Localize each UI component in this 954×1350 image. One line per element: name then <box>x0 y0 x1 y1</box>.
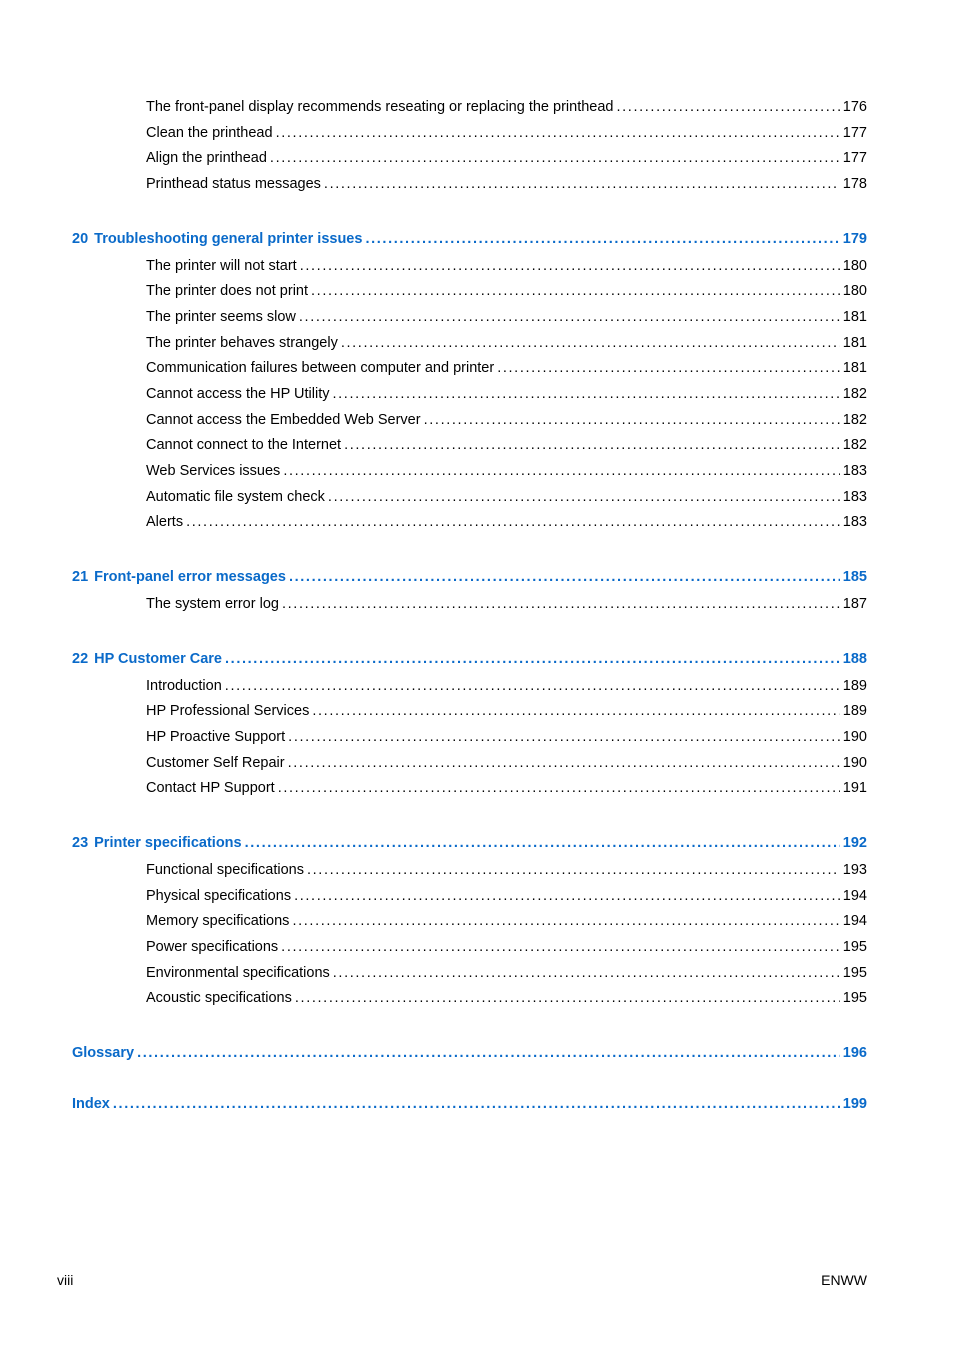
dot-leader <box>333 962 840 984</box>
entry-title: Environmental specifications <box>146 965 330 981</box>
toc-entry[interactable] <box>146 936 867 958</box>
page-number-ref: 191 <box>842 780 867 796</box>
dot-leader <box>270 147 840 169</box>
dot-leader <box>288 726 840 748</box>
chapter-number: 23 <box>72 835 89 851</box>
entry-title: Cannot connect to the Internet <box>146 437 342 453</box>
page-number-ref: 189 <box>842 678 867 694</box>
dot-leader <box>328 486 840 508</box>
entry-title: Contact HP Support <box>146 780 275 796</box>
toc-entry[interactable] <box>146 593 867 615</box>
dot-leader <box>225 648 840 670</box>
page-number-ref: 182 <box>842 412 867 428</box>
toc-entry[interactable] <box>146 409 867 431</box>
dot-leader <box>299 306 840 328</box>
entry-title: Customer Self Repair <box>146 755 285 771</box>
page-number-ref: 180 <box>842 283 867 299</box>
toc-entry[interactable] <box>146 122 867 144</box>
dot-leader <box>289 566 840 588</box>
toc-chapter-entry[interactable] <box>72 566 867 588</box>
dot-leader <box>307 859 840 881</box>
toc-chapter-entry[interactable] <box>72 228 867 250</box>
entry-title: The printer will not start <box>146 258 297 274</box>
toc-entry[interactable] <box>146 357 867 379</box>
dot-leader <box>137 1042 840 1064</box>
toc-entry[interactable] <box>146 486 867 508</box>
entry-title: Cannot access the HP Utility <box>146 386 330 402</box>
toc-entry[interactable] <box>146 752 867 774</box>
entry-title: The system error log <box>146 596 279 612</box>
toc-entry[interactable] <box>146 280 867 302</box>
entry-title: The printer does not print <box>146 283 309 299</box>
toc-entry[interactable] <box>146 777 867 799</box>
dot-leader <box>281 936 840 958</box>
toc-entry[interactable] <box>146 700 867 722</box>
entry-title: Introduction <box>146 678 222 694</box>
entry-title: HP Professional Services <box>146 703 310 719</box>
toc-entry[interactable] <box>146 962 867 984</box>
chapter-number: 20 <box>72 231 89 247</box>
toc-entry[interactable] <box>146 675 867 697</box>
page-number-ref: 189 <box>842 703 867 719</box>
chapter-number: 21 <box>72 569 89 585</box>
dot-leader <box>365 228 839 250</box>
page-number-ref: 181 <box>842 309 867 325</box>
entry-title: Cannot access the Embedded Web Server <box>146 412 421 428</box>
page-number-ref: 196 <box>842 1045 867 1061</box>
dot-leader <box>311 280 840 302</box>
dot-leader <box>344 434 840 456</box>
page-number-ref: 199 <box>842 1096 867 1112</box>
page-number-ref: 179 <box>842 231 867 247</box>
document-code: ENWW <box>821 1272 867 1288</box>
toc-chapter-entry[interactable] <box>72 648 867 670</box>
entry-title: Automatic file system check <box>146 489 325 505</box>
toc-entry[interactable] <box>146 306 867 328</box>
dot-leader <box>245 832 840 854</box>
toc-entry[interactable] <box>146 332 867 354</box>
page-number-ref: 195 <box>842 965 867 981</box>
entry-title: Printer specifications <box>94 835 242 851</box>
entry-title: Printhead status messages <box>146 176 321 192</box>
dot-leader <box>186 511 840 533</box>
page-number-ref: 190 <box>842 729 867 745</box>
page-number-ref: 180 <box>842 258 867 274</box>
entry-title: Front-panel error messages <box>94 569 286 585</box>
page-number-ref: 190 <box>842 755 867 771</box>
dot-leader <box>113 1093 840 1115</box>
page-number-ref: 183 <box>842 489 867 505</box>
entry-title: The printer seems slow <box>146 309 296 325</box>
entry-title: Communication failures between computer and printer <box>146 360 495 376</box>
toc-entry[interactable] <box>146 859 867 881</box>
page-number-ref: 182 <box>842 437 867 453</box>
dot-leader <box>312 700 839 722</box>
dot-leader <box>282 593 840 615</box>
entry-title: Acoustic specifications <box>146 990 292 1006</box>
toc-entry[interactable] <box>146 460 867 482</box>
entry-title: Memory specifications <box>146 913 290 929</box>
dot-leader <box>324 173 840 195</box>
page-number-ref: 195 <box>842 939 867 955</box>
page-number-ref: 177 <box>842 150 867 166</box>
dot-leader <box>295 987 840 1009</box>
page-number-ref: 176 <box>842 99 867 115</box>
page-number-ref: 181 <box>842 360 867 376</box>
dot-leader <box>283 460 839 482</box>
entry-title: Clean the printhead <box>146 125 273 141</box>
dot-leader <box>292 910 839 932</box>
toc-entry[interactable] <box>146 383 867 405</box>
dot-leader <box>288 752 840 774</box>
toc-entry[interactable] <box>146 147 867 169</box>
entry-title: Index <box>72 1096 110 1112</box>
dot-leader <box>616 96 839 118</box>
chapter-number: 22 <box>72 651 89 667</box>
entry-title: The front-panel display recommends reseating or replacing the printhead <box>146 99 614 115</box>
entry-title: HP Proactive Support <box>146 729 286 745</box>
toc-entry[interactable] <box>146 434 867 456</box>
page-number-ref: 178 <box>842 176 867 192</box>
page-number-ref: 193 <box>842 862 867 878</box>
dot-leader <box>497 357 840 379</box>
entry-title: Power specifications <box>146 939 279 955</box>
page-number: viii <box>57 1272 74 1288</box>
dot-leader <box>341 332 840 354</box>
dot-leader <box>225 675 840 697</box>
page-number-ref: 182 <box>842 386 867 402</box>
toc-chapter-entry[interactable] <box>72 832 867 854</box>
page-number-ref: 187 <box>842 596 867 612</box>
entry-title: Alerts <box>146 514 184 530</box>
page-number-ref: 183 <box>842 463 867 479</box>
entry-title: Align the printhead <box>146 150 267 166</box>
toc-entry[interactable] <box>146 511 867 533</box>
page-number-ref: 177 <box>842 125 867 141</box>
entry-title: Physical specifications <box>146 888 292 904</box>
toc-entry[interactable] <box>146 885 867 907</box>
dot-leader <box>424 409 840 431</box>
entry-title: Troubleshooting general printer issues <box>94 231 363 247</box>
page-number-ref: 195 <box>842 990 867 1006</box>
toc-entry[interactable] <box>146 726 867 748</box>
page-number-ref: 194 <box>842 888 867 904</box>
dot-leader <box>276 122 840 144</box>
toc-entry[interactable] <box>146 987 867 1009</box>
dot-leader <box>300 255 840 277</box>
toc-entry[interactable] <box>146 96 867 118</box>
page-number-ref: 183 <box>842 514 867 530</box>
page-number-ref: 188 <box>842 651 867 667</box>
page-number-ref: 192 <box>842 835 867 851</box>
page-number-ref: 181 <box>842 335 867 351</box>
entry-title: The printer behaves strangely <box>146 335 338 351</box>
entry-title: HP Customer Care <box>94 651 222 667</box>
toc-chapter-entry[interactable] <box>72 1093 867 1115</box>
toc-entry[interactable] <box>146 173 867 195</box>
dot-leader <box>332 383 839 405</box>
dot-leader <box>278 777 840 799</box>
toc-entry[interactable] <box>146 255 867 277</box>
toc-chapter-entry[interactable] <box>72 1042 867 1064</box>
page-number-ref: 194 <box>842 913 867 929</box>
page-number-ref: 185 <box>842 569 867 585</box>
dot-leader <box>294 885 840 907</box>
toc-entry[interactable] <box>146 910 867 932</box>
entry-title: Web Services issues <box>146 463 281 479</box>
entry-title: Functional specifications <box>146 862 304 878</box>
entry-title: Glossary <box>72 1045 135 1061</box>
